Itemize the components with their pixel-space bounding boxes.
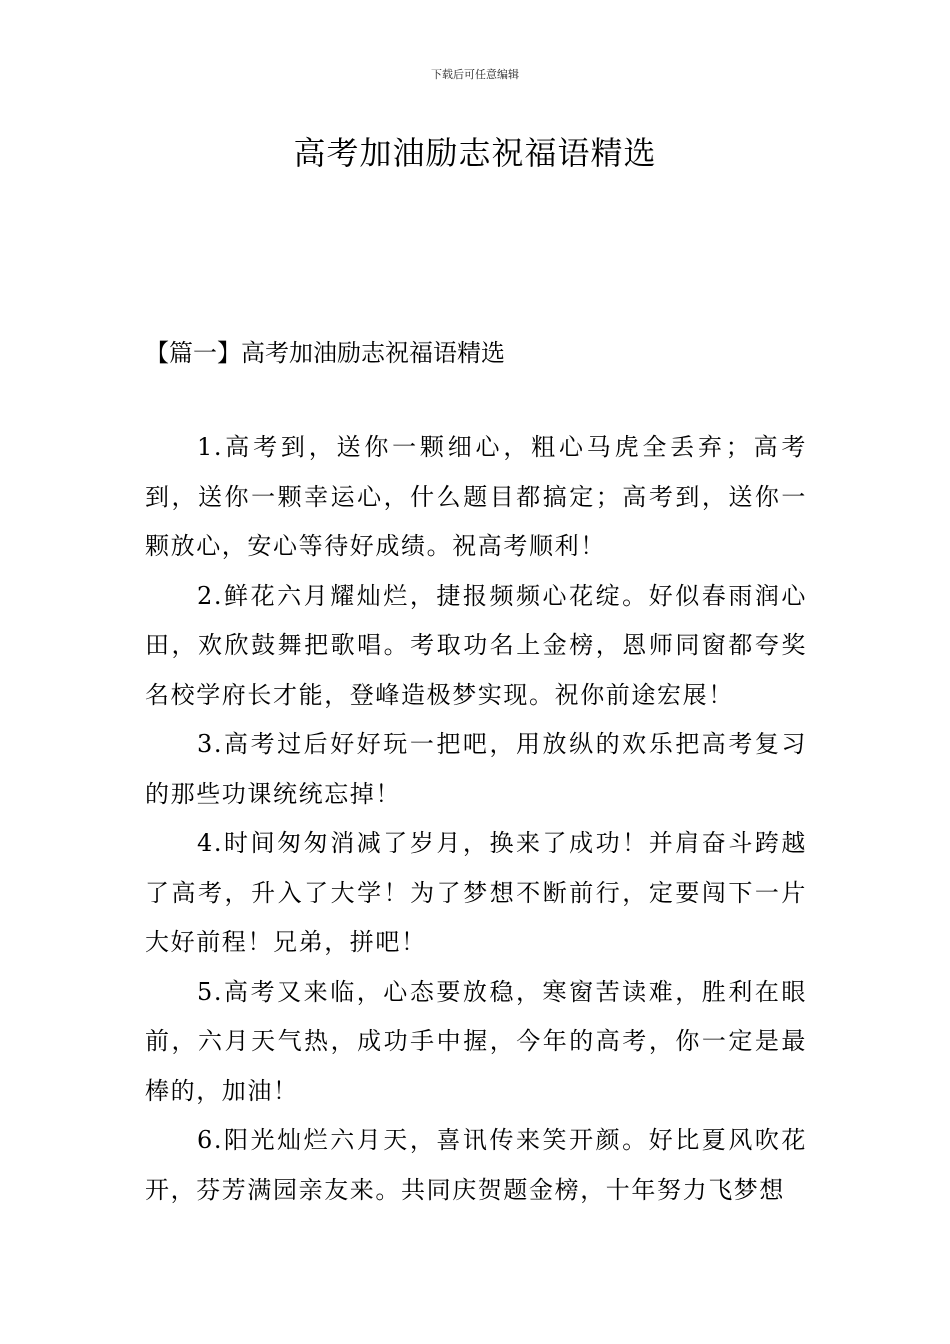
paragraph: 6.阳光灿烂六月天，喜讯传来笑开颜。好比夏风吹花开，芬芳满园亲友来。共同庆贺题金榜，十年努力飞梦想	[145, 1126, 807, 1204]
paragraph: 3.高考过后好好玩一把吧，用放纵的欢乐把高考复习的那些功课统统忘掉！	[145, 730, 807, 808]
body-text	[145, 423, 807, 1215]
paragraph: 1.高考到，送你一颗细心，粗心马虎全丢弃；高考到，送你一颗幸运心，什么题目都搞定；高考到，送你一颗放心，安心等待好成绩。祝高考顺利！	[145, 433, 807, 560]
header-note: 下载后可任意编辑	[431, 68, 519, 81]
paragraph: 5.高考又来临，心态要放稳，寒窗苦读难，胜利在眼前，六月天气热，成功手中握，今年的高考，你一定是最棒的，加油！	[145, 977, 807, 1105]
section-title: 【篇一】高考加油励志祝福语精选	[145, 339, 505, 367]
paragraph: 4.时间匆匆消减了岁月，换来了成功！并肩奋斗跨越了高考，升入了大学！为了梦想不断前行，定要闯下一片大好前程！兄弟，拼吧！	[145, 829, 807, 956]
document-title: 高考加油励志祝福语精选	[293, 134, 657, 172]
paragraph: 2.鲜花六月耀灿烂，捷报频频心花绽。好似春雨润心田，欢欣鼓舞把歌唱。考取功名上金榜，恩师同窗都夸奖名校学府长才能，登峰造极梦实现。祝你前途宏展！	[145, 581, 807, 709]
